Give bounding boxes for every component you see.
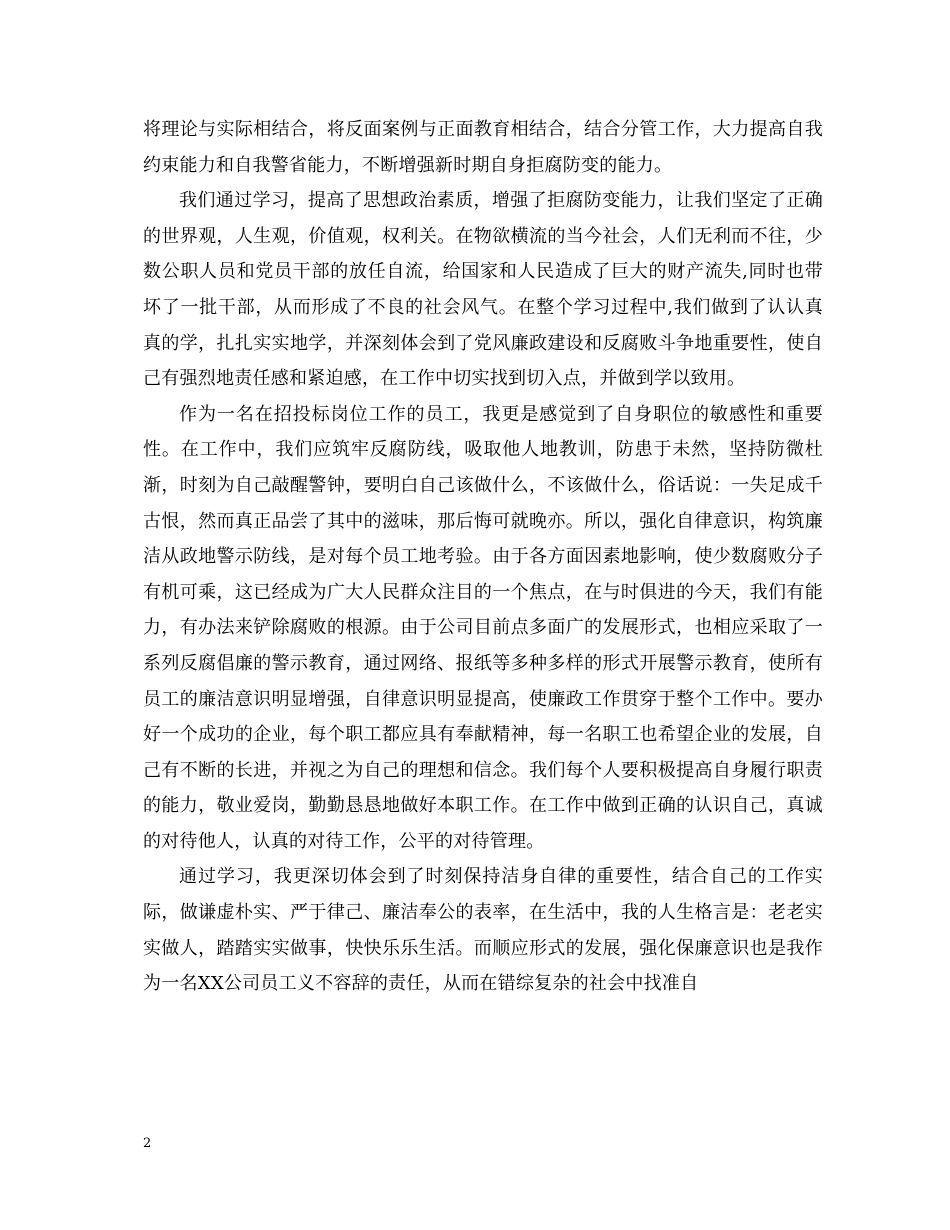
document-body xyxy=(143,112,823,1002)
paragraph-1: 将理论与实际相结合，将反面案例与正面教育相结合，结合分管工作，大力提高自我约束能力和自我警省能力，不断增强新时期自身拒腐防变的能力。 xyxy=(143,119,823,176)
paragraph-4: 通过学习，我更深切体会到了时刻保持洁身自律的重要性，结合自己的工作实际，做谦虚朴实、严于律己、廉洁奉公的表率，在生活中，我的人生格言是：老老实实做人，踏踏实实做事，快快乐乐生活。而顺应形式的发展，强化保廉意识也是我作为一名XX公司员工义不容辞的责任，从而在错综复杂的社会中找准自 xyxy=(143,866,823,995)
paragraph-2: 我们通过学习，提高了思想政治素质，增强了拒腐防变能力，让我们坚定了正确的世界观，人生观，价值观，权利关。在物欲横流的当今社会，人们无利而不往，少数公职人员和党员干部的放任自流，给国家和人民造成了巨大的财产流失,同时也带坏了一批干部，从而形成了不良的社会风气。在整个学习过程中,我们做到了认认真真的学，扎扎实实地学，并深刻体会到了党风廉政建设和反腐败斗争地重要性，使自己有强烈地责任感和紧迫感，在工作中切实找到切入点，并做到学以致用。 xyxy=(143,190,823,390)
page-number: 2 xyxy=(143,1136,152,1151)
paragraph-3: 作为一名在招投标岗位工作的员工，我更是感觉到了自身职位的敏感性和重要性。在工作中，我们应筑牢反腐防线，吸取他人地教训，防患于未然，坚持防微杜渐，时刻为自己敲醒警钟，要明白自己该做什么，不该做什么，俗话说：一失足成千古恨，然而真正品尝了其中的滋味，那后悔可就晚亦。所以，强化自律意识，构筑廉洁从政地警示防线，是对每个员工地考验。由于各方面因素地影响，使少数腐败分子有机可乘，这已经成为广大人民群众注目的一个焦点，在与时俱进的今天，我们有能力，有办法来铲除腐败的根源。由于公司目前点多面广的发展形式，也相应采取了一系列反腐倡廉的警示教育，通过网络、报纸等多种多样的形式开展警示教育，使所有员工的廉洁意识明显增强，自律意识明显提高，使廉政工作贯穿于整个工作中。要办好一个成功的企业，每个职工都应具有奉献精神，每一名职工也希望企业的发展，自己有不断的长进，并视之为自己的理想和信念。我们每个人要积极提高自身履行职责的能力，敬业爱岗，勤勤恳恳地做好本职工作。在工作中做到正确的认识自己，真诚的对待他人，认真的对待工作，公平的对待管理。 xyxy=(143,403,823,852)
